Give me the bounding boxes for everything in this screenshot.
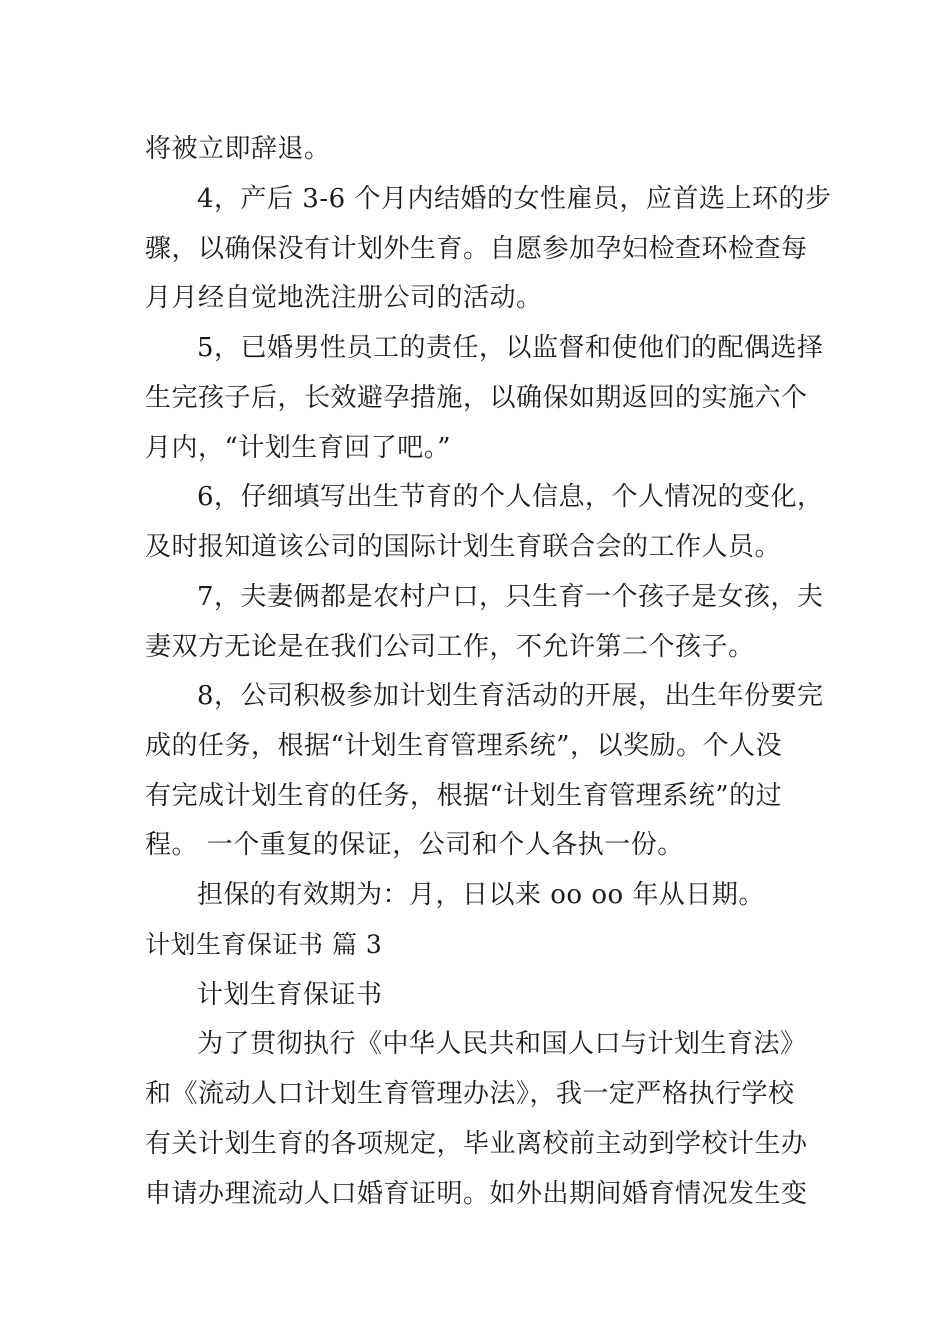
paragraph-line: 生完孩子后，长效避孕措施，以确保如期返回的实施六个 (145, 383, 808, 413)
paragraph-line: 及时报知道该公司的国际计划生育联合会的工作人员。 (145, 532, 782, 562)
paragraph-line: 申请办理流动人口婚育证明。如外出期间婚育情况发生变 (145, 1179, 808, 1209)
paragraph-line: 和《流动人口计划生育管理办法》，我一定严格执行学校 (145, 1079, 795, 1109)
paragraph-line: 4，产后 3-6 个月内结婚的女性雇员，应首选上环的步 (197, 184, 832, 214)
paragraph-line: 6，仔细填写出生节育的个人信息，个人情况的变化， (197, 482, 824, 512)
paragraph-line: 妻双方无论是在我们公司工作，不允许第二个孩子。 (145, 632, 755, 662)
paragraph-line: 有关计划生育的各项规定，毕业离校前主动到学校计生办 (145, 1129, 808, 1159)
paragraph-line: 为了贯彻执行《中华人民共和国人口与计划生育法》 (197, 1029, 807, 1059)
paragraph-line: 8，公司积极参加计划生育活动的开展，出生年份要完 (197, 681, 824, 711)
paragraph-line: 担保的有效期为：月，日以来 oo oo 年从日期。 (197, 880, 765, 910)
paragraph-line: 7，夫妻俩都是农村户口，只生育一个孩子是女孩，夫 (197, 582, 824, 612)
paragraph-line: 5，已婚男性员工的责任，以监督和使他们的配偶选择 (197, 333, 824, 363)
section-heading: 计划生育保证书 篇 3 (145, 930, 383, 959)
paragraph-line: 成的任务，根据“计划生育管理系统”，以奖励。个人没 (145, 731, 783, 761)
paragraph-line: 骤，以确保没有计划外生育。自愿参加孕妇检查环检查每 (145, 234, 808, 264)
paragraph-line: 月月经自觉地洗注册公司的活动。 (145, 283, 543, 313)
document-title: 计划生育保证书 (197, 980, 383, 1010)
paragraph-line: 将被立即辞退。 (145, 134, 331, 164)
paragraph-line: 月内，“计划生育回了吧。” (145, 433, 452, 463)
paragraph-line: 程。 一个重复的保证，公司和个人各执一份。 (145, 830, 684, 860)
paragraph-line: 有完成计划生育的任务，根据“计划生育管理系统”的过 (145, 781, 783, 811)
